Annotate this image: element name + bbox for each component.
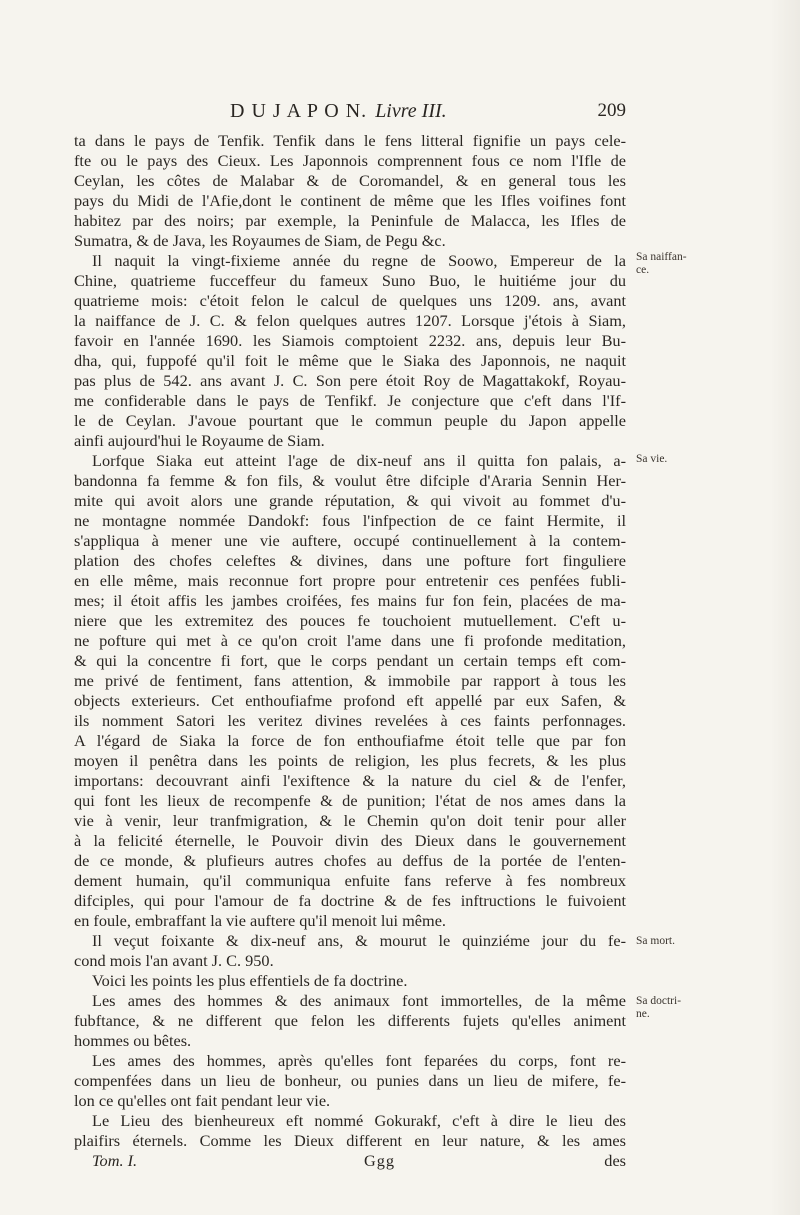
margin-note-text: Sa naiffan- ce.	[636, 251, 687, 276]
text-line: mite qui avoit alors une grande réputation, & qui vivoit au fommet d'u-	[74, 491, 626, 510]
text-line: plation des chofes celeftes & divines, dans une pofture fort finguliere	[74, 551, 626, 570]
text-line: me privé de fentiment, fans attention, & immobile par rapport à tous les	[74, 671, 626, 690]
text-line: fubftance, & ne different que felon les differents fujets qu'elles animent	[74, 1011, 626, 1030]
text-line: cond mois l'an avant J. C. 950.	[74, 951, 274, 970]
running-title	[230, 100, 447, 123]
text-line: dha, qui, fuppofé qu'il foit le même que le Siaka des Japonnois, ne naquit	[74, 351, 626, 370]
text-line: ainfi aujourd'hui le Royaume de Siam.	[74, 431, 325, 450]
text-line: importans: decouvrant ainfi l'exiftence & la nature du ciel & de l'enfer,	[74, 771, 626, 790]
text-line: bandonna fa femme & fon fils, & voulut être difciple d'Araria Sennin Her-	[74, 471, 626, 490]
text-line: favoir en l'année 1690. les Siamois comptoient 2232. ans, depuis leur Bu-	[74, 331, 626, 350]
margin-note-text: Sa vie.	[636, 453, 668, 465]
text-line: en foule, embraffant la vie auftere qu'il menoit lui même.	[74, 911, 446, 930]
text-line: lon ce qu'elles ont fait pendant leur vie.	[74, 1091, 331, 1110]
text-line: le de Ceylan. J'avoue pourtant que le commun peuple du Japon appelle	[74, 411, 626, 430]
margin-note-birth	[636, 251, 700, 277]
text-line: A l'égard de Siaka la force de fon enthoufiafme étoit telle que par fon	[74, 731, 626, 750]
text-line: fte ou le pays des Cieux. Les Japonnois comprennent fous ce nom l'Ifle de	[74, 151, 626, 170]
paragraph-start: Les ames des hommes & des animaux font immortelles, de la même	[92, 991, 626, 1010]
text-line: mes; il étoit affis les jambes croifées, fes mains fur fon fein, placées de ma-	[74, 591, 626, 610]
signature-mark: Ggg	[364, 1151, 396, 1170]
text-line: Chine, quatrieme fucceffeur du fameux Suno Buo, le huitiéme jour du	[74, 271, 626, 290]
text-line: de ce monde, & plufieurs autres chofes au deffus de la portée de l'enten-	[74, 851, 626, 870]
text-line: & qui la concentre fi fort, que le corps pendant un certain temps eft com-	[74, 651, 626, 670]
text-line: ne pofture qui met à ce qu'on croit l'ame dans une fi profonde meditation,	[74, 631, 626, 650]
text-line: compenfées dans un lieu de bonheur, ou punies dans un lieu de mifere, fe-	[74, 1071, 626, 1090]
text-line: moyen il penêtra dans les points de religion, les plus fecrets, & les plus	[74, 751, 626, 770]
running-title-text: D U J A P O N.	[230, 100, 368, 122]
text-line: hommes ou bêtes.	[74, 1031, 192, 1050]
margin-note-text: Sa doctri- ne.	[636, 995, 682, 1020]
text-line: pas plus de 542. ans avant J. C. Son pere étoit Roy de Magattakokf, Royau-	[74, 371, 626, 390]
text-line: qui font les lieux de recompenfe & de punition; l'état de nos ames dans la	[74, 791, 626, 810]
paragraph-start: Voici les points les plus effentiels de fa doctrine.	[92, 971, 408, 990]
paragraph-start: Il naquit la vingt-fixieme année du regne de Soowo, Empereur de la	[92, 251, 626, 270]
text-line: niere que les extremitez des pouces fe touchoient mutuellement. C'eft u-	[74, 611, 626, 630]
text-line: en elle même, mais reconnue fort propre pour entretenir ces penfées fubli-	[74, 571, 626, 590]
paragraph-start: Lorfque Siaka eut atteint l'age de dix-neuf ans il quitta fon palais, a-	[92, 451, 626, 470]
text-line: plaifirs éternels. Comme les Dieux different en leur nature, & les ames	[74, 1131, 626, 1150]
text-line: la naiffance de J. C. & felon quelques autres 1207. Lorsque j'étois à Siam,	[74, 311, 626, 330]
margin-note-text: Sa mort.	[636, 935, 675, 947]
text-line: objects exterieurs. Cet enthoufiafme profond eft appellé par eux Safen, &	[74, 691, 626, 710]
text-line: pays du Midi de l'Afie,dont le continent de même que les Ifles voifines font	[74, 191, 626, 210]
text-line: ils nomment Satori les veritez divines revelées à ces faints perfonnages.	[74, 711, 626, 730]
text-line: à la felicité éternelle, le Pouvoir divin des Dieux dans le gouvernement	[74, 831, 626, 850]
body-text	[74, 131, 626, 1171]
text-line: difciples, qui pour l'amour de fa doctrine & de fes inftructions le fuivoient	[74, 891, 626, 910]
page-header	[118, 98, 626, 128]
text-line: quatrieme mois: c'étoit felon le calcul de quelques uns 1209. ans, avant	[74, 291, 626, 310]
page-edge-shading	[770, 0, 800, 1215]
book-label: Livre III.	[375, 100, 447, 122]
paragraph-start: Les ames des hommes, après qu'elles font feparées du corps, font re-	[92, 1051, 626, 1070]
text-line: me confiderable dans le pays de Tenfikf. Je conjecture que c'eft dans l'If-	[74, 391, 626, 410]
margin-note-doctrine	[636, 995, 700, 1021]
paragraph-start: Il veçut foixante & dix-neuf ans, & mourut le quinziéme jour du fe-	[92, 931, 626, 950]
text-line: s'appliqua à mener une vie auftere, occupé continuellement à la contem-	[74, 531, 626, 550]
paragraph-start: Le Lieu des bienheureux eft nommé Gokurakf, c'eft à dire le lieu des	[92, 1111, 626, 1130]
text-line: Ceylan, les côtes de Malabar & de Coromandel, & en general tous les	[74, 171, 626, 190]
page-number: 209	[597, 100, 626, 121]
text-line: vie à venir, leur tranfmigration, & le Chemin qu'on doit tenir pour aller	[74, 811, 626, 830]
text-line: Sumatra, & de Java, les Royaumes de Siam, de Pegu &c.	[74, 231, 446, 250]
page-footer	[74, 1151, 626, 1171]
text-line: dement humain, qu'il communiqua enfuite fans referve à fes nombreux	[74, 871, 626, 890]
text-line: ta dans le pays de Tenfik. Tenfik dans le fens litteral fignifie un pays cele-	[74, 131, 626, 150]
margin-note-life	[636, 453, 700, 466]
volume-label: Tom. I.	[92, 1151, 138, 1170]
catchword: des	[604, 1151, 626, 1170]
text-line: habitez par des noirs; par exemple, la Peninfule de Malacca, les Ifles de	[74, 211, 626, 230]
text-line: ne montagne nommée Dandokf: fous l'infpection de ce faint Hermite, il	[74, 511, 626, 530]
margin-note-death	[636, 935, 700, 948]
